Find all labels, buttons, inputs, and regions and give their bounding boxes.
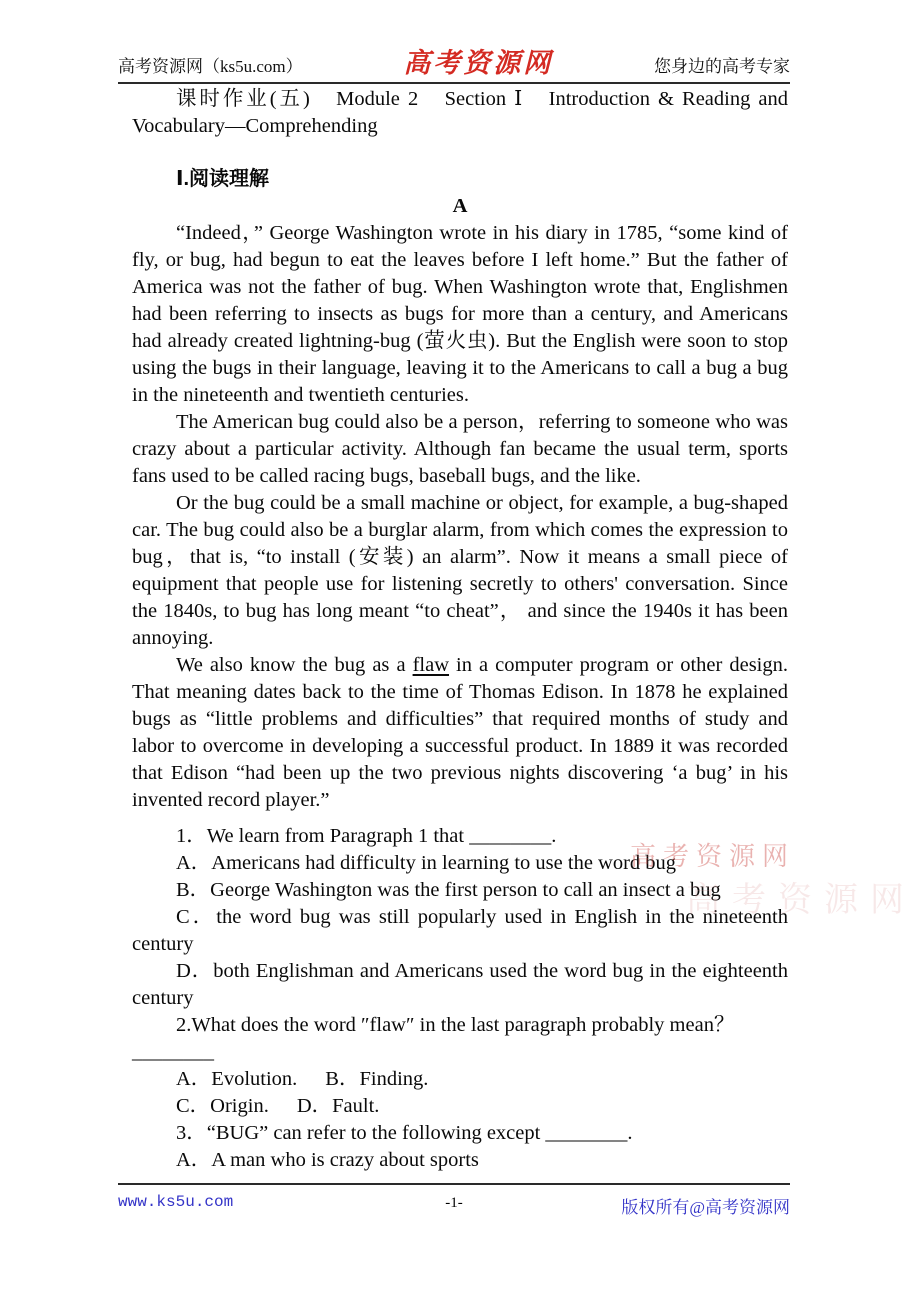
section-heading: Ⅰ.阅读理解 — [176, 168, 269, 190]
page-footer — [118, 1183, 790, 1218]
question-1-option-b: B．George Washington was the first person to call an insect a bug — [176, 879, 721, 901]
passage-paragraph-3: Or the bug could be a small machine or object, for example, a bug-shaped car. The bug could also be a burglar alarm, from which comes the expression to bug，that is, “to install (安装) an alarm”. Now it means a small piece of equipment that people use for listening secretly to others' conversation. Since the 1840s, to bug has long meant “to cheat”， and since the 1940s it has been annoying. — [132, 492, 788, 649]
question-2-options-ab — [132, 1066, 788, 1093]
header-slogan: 您身边的高考专家 — [653, 57, 790, 76]
worksheet-title-line2: Vocabulary—Comprehending — [132, 115, 378, 137]
question-2-options-cd — [132, 1093, 788, 1120]
passage-paragraph-2: The American bug could also be a person，referring to someone who was crazy about a particular activity. Although fan became the usual term, sports fans used to be called racing bugs, baseball bugs, and the like. — [132, 411, 788, 487]
passage-label: A — [452, 195, 468, 217]
question-2-option-c: C．Origin. — [176, 1095, 269, 1117]
passage-paragraph-1: “Indeed，” George Washington wrote in his diary in 1785, “some kind of fly, or bug, had begun to eat the leaves before I left home.” But the father of America was not the father of bug. When Washington wrote that, Englishmen had been referring to insects as bugs for more than a century, and Americans had already created lightning-bug (萤火虫). But the English were soon to stop using the bugs in their language, leaving it to the Americans to call a bug a bug in the nineteenth and twentieth centuries. — [132, 222, 788, 406]
site-logo: 高考资源网 — [403, 48, 554, 78]
question-3-stem: 3．“BUG” can refer to the following except ________. — [176, 1122, 633, 1144]
page-header — [118, 0, 790, 84]
watermark-text-1: 高考资源网 — [630, 842, 796, 871]
question-2-option-a: A．Evolution. — [176, 1068, 298, 1090]
question-2-blank: ________ — [132, 1041, 214, 1063]
question-2-option-d: D．Fault. — [296, 1095, 380, 1117]
question-3-option-a: A．A man who is crazy about sports — [176, 1149, 479, 1171]
passage-paragraph-4 — [132, 652, 788, 814]
document-body — [132, 86, 788, 1174]
watermark-text-2: 高考资源网 — [686, 882, 916, 919]
header-site-name: 高考资源网（ks5u.com） — [118, 57, 303, 76]
question-2-option-b: B．Finding. — [325, 1068, 429, 1090]
worksheet-title-line1: 课时作业(五) Module 2 Section Ⅰ Introduction & Reading and — [176, 88, 788, 110]
page-number: -1- — [445, 1195, 463, 1211]
question-2-stem: 2.What does the word ″flaw″ in the last paragraph probably mean？ — [176, 1014, 735, 1036]
question-1-option-d: D．both Englishman and Americans used the word bug in the eighteenth century — [132, 960, 788, 1009]
paragraph-4-text-before: We also know the bug as a — [176, 654, 413, 676]
footer-site-url: www.ks5u.com — [118, 1193, 234, 1211]
question-1-option-c: C．the word bug was still popularly used in English in the nineteenth century — [132, 906, 788, 955]
underlined-word-flaw: flaw — [412, 654, 450, 676]
question-1-option-a: A．Americans had difficulty in learning to use the word bug — [176, 852, 677, 874]
footer-copyright: 版权所有@高考资源网 — [621, 1198, 790, 1217]
question-1-stem: 1．We learn from Paragraph 1 that ________. — [176, 825, 557, 847]
paragraph-4-text-after: in a computer program or other design. That meaning dates back to the time of Thomas Edison. In 1878 he explained bugs as “little problems and difficulties” that required months of study and labor to overcome in developing a successful product. In 1889 it was recorded that Edison “had been up the two previous nights discovering ‘a bug’ in his invented record player.” — [132, 654, 788, 811]
